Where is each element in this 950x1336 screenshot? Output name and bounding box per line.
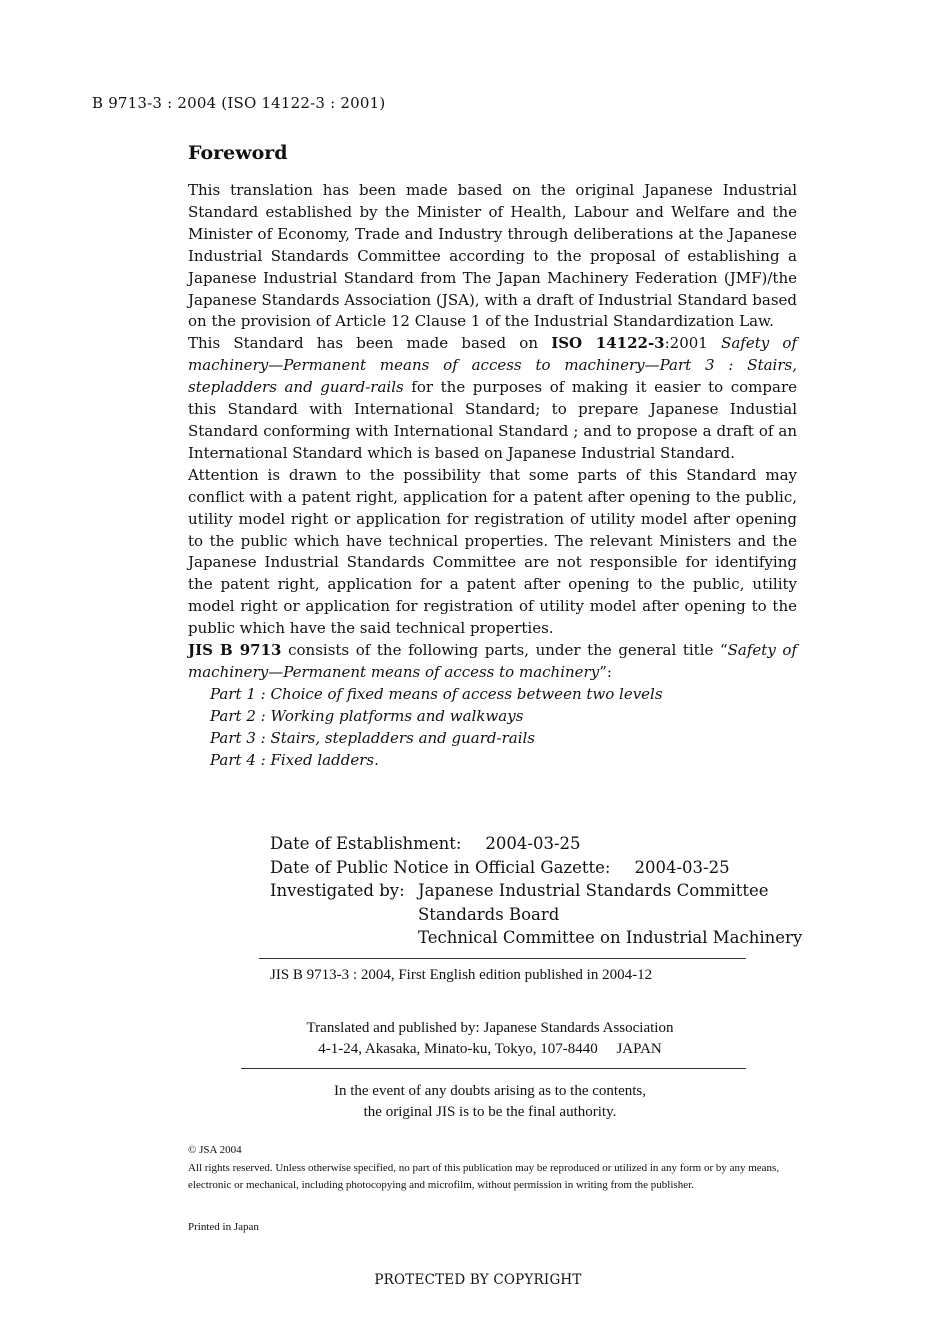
iso-basis-rest: for the purposes of making it easier to compare this Standard with International Standard; to prepare Japanese Industial Standard conforming with International Standard ; and to propose a draft of an International Standard which is based on Japanese Industrial Standard. xyxy=(188,378,797,462)
iso-title: Safety of machinery—Permanent means of access to machinery—Part 3 : Stairs, stepladders and guard-rails xyxy=(188,334,797,397)
iso-number: ISO 14122-3 xyxy=(551,334,665,353)
iso-year: :2001 xyxy=(664,334,722,353)
foreword-paragraph-patent: Attention is drawn to the possibility that some parts of this Standard may conflict with a patent right, application for a patent after opening to the public, utility model right or application for registration of utility model after opening to the public which have technical properties. The relevant Ministers and the Japanese Industrial Standards Committee are not responsible for identifying the patent right, application for a patent after opening to the public, utility model right or application for registration of utility model after opening to the public which have the said technical properties. xyxy=(188,465,797,638)
authority-note-line: In the event of any doubts arising as to the contents, xyxy=(333,1083,646,1099)
general-title: Safety of machinery—Permanent means of access to machinery xyxy=(188,641,797,681)
investigators-list xyxy=(418,879,802,950)
foreword-paragraph-iso-basis xyxy=(188,333,797,464)
rights-reserved-notice: All rights reserved. Unless otherwise specified, no part of this publication may be reproduced or utilized in any form or by any means, electronic or mechanical, including photocopying and microfilm, without permission in writing from the publisher. xyxy=(188,1162,780,1191)
investigator: Standards Board xyxy=(418,904,560,924)
parts-list xyxy=(188,684,797,772)
translated-by: Translated and published by: Japanese Standards Association xyxy=(306,1020,674,1036)
foreword-paragraph-translation: This translation has been made based on the original Japanese Industrial Standard established by the Minister of Health, Labour and Welfare and the Minister of Economy, Trade and Industry through deliberations at the Japanese Industrial Standards Committee according to the proposal of establishing a Japanese Industrial Standard from The Japan Machinery Federation (JMF)/the Japanese Standards Association (JSA), with a draft of Industrial Standard based on the provision of Article 12 Clause 1 of the Industrial Standardization Law. xyxy=(188,181,797,331)
foreword-paragraph-parts xyxy=(188,640,797,684)
foreword-title: Foreword xyxy=(188,142,288,164)
standard-number-header: B 9713-3 : 2004 (ISO 14122-3 : 2001) xyxy=(92,94,386,112)
publisher-address: 4-1-24, Akasaka, Minato-ku, Tokyo, 107-8440 JAPAN xyxy=(318,1041,662,1057)
printed-in-note: Printed in Japan xyxy=(188,1221,259,1233)
public-notice-label: Date of Public Notice in Official Gazette: xyxy=(270,857,611,877)
authority-note xyxy=(240,1081,740,1123)
investigator: Japanese Industrial Standards Committee xyxy=(418,881,769,901)
protected-footer: PROTECTED BY COPYRIGHT xyxy=(374,1272,582,1288)
establishment-value: 2004-03-25 xyxy=(485,834,581,853)
parts-intro-end: ”: xyxy=(599,662,612,681)
parts-list-item: Part 3 : Stairs, stepladders and guard-rails xyxy=(210,728,535,747)
public-notice-date-row xyxy=(270,856,802,880)
investigated-by-row xyxy=(270,879,802,950)
dates-block xyxy=(270,832,802,950)
divider-bottom xyxy=(241,1068,746,1069)
investigator: Technical Committee on Industrial Machinery xyxy=(418,928,803,948)
parts-list-item: Part 4 : Fixed ladders. xyxy=(210,750,379,769)
authority-note-line: the original JIS is to be the final authority. xyxy=(363,1104,617,1120)
divider-top xyxy=(259,958,746,959)
parts-list-item: Part 2 : Working platforms and walkways xyxy=(210,706,524,725)
edition-line: JIS B 9713-3 : 2004, First English edition published in 2004-12 xyxy=(270,967,653,983)
publisher-block xyxy=(240,1018,740,1060)
parts-list-item: Part 1 : Choice of fixed means of access between two levels xyxy=(210,684,663,703)
establishment-date-row xyxy=(270,832,802,856)
foreword-body xyxy=(188,180,797,771)
establishment-label: Date of Establishment: xyxy=(270,834,462,853)
public-notice-value: 2004-03-25 xyxy=(634,857,730,877)
parts-intro: consists of the following parts, under the general title “ xyxy=(281,641,728,660)
jis-number: JIS B 9713 xyxy=(188,641,282,660)
iso-basis-intro: This Standard has been made based on xyxy=(188,334,552,353)
copyright-notice: © JSA 2004 xyxy=(188,1144,242,1156)
investigated-by-label: Investigated by: xyxy=(270,881,405,901)
